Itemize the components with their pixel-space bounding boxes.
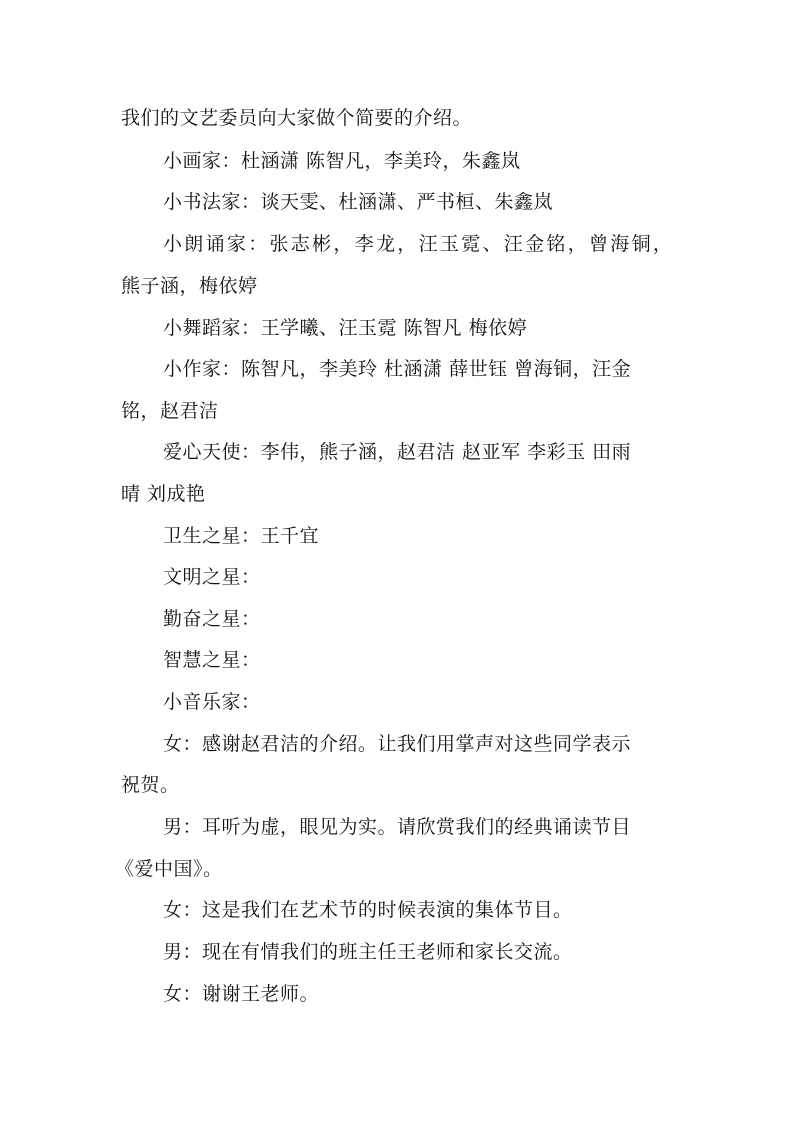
dialogue-female-thanks: 女：感谢赵君洁的介绍。让我们用掌声对这些同学表示 [163, 733, 632, 755]
list-item-wisdom-star: 智慧之星： [163, 649, 261, 671]
dialogue-male-program-continued: 《爱中国》。 [115, 858, 223, 880]
paragraph-intro-line: 我们的文艺委员向大家做个简要的介绍。 [121, 107, 473, 129]
list-item-hygiene-star: 卫生之星：王千宜 [163, 525, 320, 547]
list-item-civility-star: 文明之星： [163, 566, 261, 588]
list-item-reciters-continued: 熊子涵，梅依婷 [121, 275, 258, 297]
list-item-dancers: 小舞蹈家：王学曦、汪玉霓 陈智凡 梅依婷 [163, 317, 528, 339]
dialogue-female-performance: 女：这是我们在艺术节的时候表演的集体节目。 [163, 899, 573, 921]
list-item-painters: 小画家：杜涵潇 陈智凡，李美玲，朱鑫岚 [163, 150, 521, 172]
list-item-calligraphers: 小书法家：谈天雯、杜涵潇、严书桓、朱鑫岚 [163, 191, 554, 213]
dialogue-female-closing: 女：谢谢王老师。 [163, 983, 320, 1005]
list-item-angels: 爱心天使：李伟，熊子涵，赵君洁 赵亚军 李彩玉 田雨 [163, 441, 632, 463]
dialogue-female-thanks-continued: 祝贺。 [121, 774, 180, 796]
list-item-writers: 小作家：陈智凡，李美玲 杜涵潇 薛世钰 曾海铜，汪金 [163, 358, 632, 380]
list-item-musicians: 小音乐家： [163, 691, 261, 713]
dialogue-male-teacher: 男：现在有情我们的班主任王老师和家长交流。 [163, 941, 573, 963]
dialogue-male-program: 男：耳听为虚，眼见为实。请欣赏我们的经典诵读节目 [163, 816, 632, 838]
list-item-reciters: 小朗诵家：张志彬，李龙，汪玉霓、汪金铭，曾海铜， [163, 233, 675, 255]
list-item-angels-continued: 晴 刘成艳 [121, 483, 206, 505]
list-item-writers-continued: 铭，赵君洁 [121, 400, 219, 422]
list-item-diligence-star: 勤奋之星： [163, 608, 261, 630]
